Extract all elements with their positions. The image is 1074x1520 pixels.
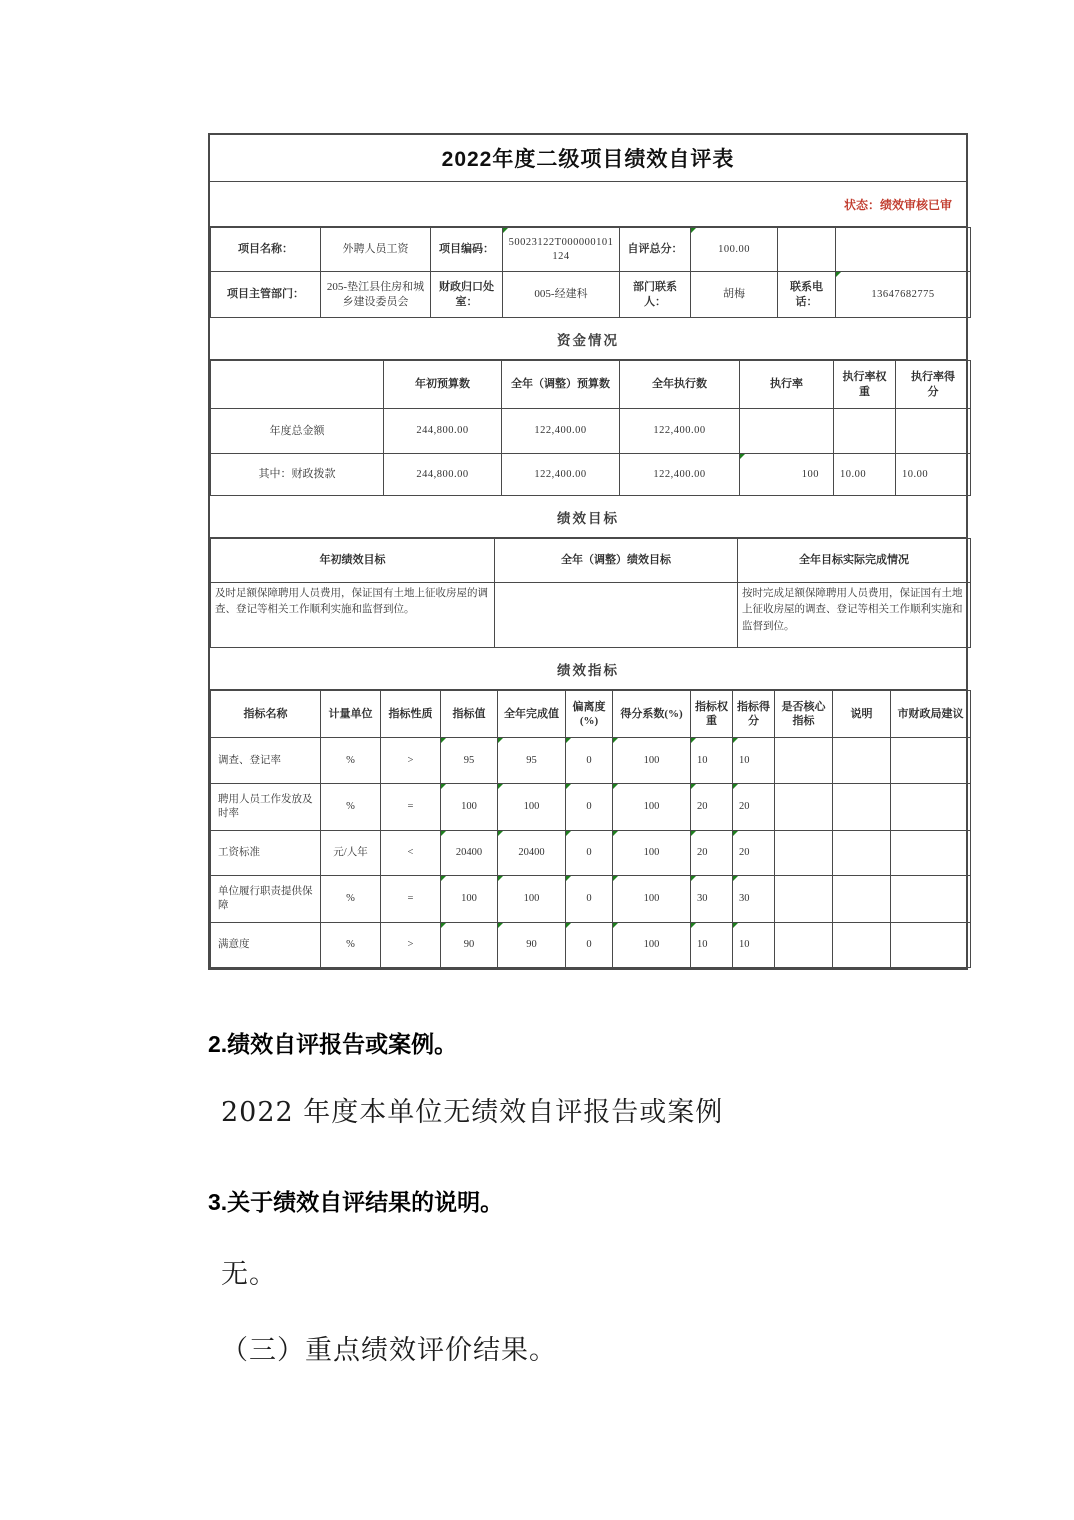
funding-row-fiscal [211,454,971,496]
indicator-name: 满意度 [211,923,321,968]
indicator-name: 聘用人员工作发放及时率 [211,784,321,831]
table-cell: > [381,923,441,968]
table-cell: 100 [613,784,691,831]
table-cell: 95 [498,738,566,784]
goals-header-initial: 年初绩效目标 [211,539,495,583]
project-name-label: 项目名称： [211,228,321,272]
funding-row-label: 其中：财政拨款 [211,454,384,496]
table-cell [740,409,834,454]
goal-actual-text: 按时完成足额保障聘用人员费用，保证国有土地上征收房屋的调查、登记等相关工作顺利实施和监督到位。 [738,583,971,648]
empty-cell [836,228,971,272]
table-cell: 20 [733,784,775,831]
table-cell: % [321,784,381,831]
goals-content-row [211,583,971,648]
table-cell [775,876,833,923]
project-code-value: 50023122T000000101124 [503,228,620,272]
table-cell: 20 [691,831,733,876]
ind-header-bureau-advice: 市财政局建议 [891,691,971,738]
indicator-row [211,923,971,968]
goal-initial-text: 及时足额保障聘用人员费用，保证国有土地上征收房屋的调查、登记等相关工作顺利实施和监督到位。 [211,583,495,648]
table-cell: 122,400.00 [620,409,740,454]
table-cell [833,876,891,923]
table-cell: 20 [691,784,733,831]
table-cell [775,831,833,876]
contact-label: 部门联系人： [620,272,691,318]
funding-table [210,360,971,496]
table-cell: 0 [566,831,613,876]
indicator-row [211,831,971,876]
table-cell: 122,400.00 [620,454,740,496]
dept-label: 项目主管部门： [211,272,321,318]
table-cell: 10.00 [834,454,896,496]
table-cell [775,923,833,968]
table-cell: < [381,831,441,876]
indicators-header-row [211,691,971,738]
table-cell [891,784,971,831]
goals-section-title: 绩效目标 [210,495,966,538]
table-cell: 100 [613,738,691,784]
status-text: 状态：绩效审核已审 [210,182,966,227]
paragraph-no-report: 2022 年度本单位无绩效自评报告或案例 [221,1097,724,1128]
table-cell [833,738,891,784]
table-cell: 244,800.00 [384,454,502,496]
table-cell [891,831,971,876]
funding-header-adjusted-budget: 全年（调整）预算数 [502,361,620,409]
info-row-1 [211,228,971,272]
table-cell: % [321,876,381,923]
self-score-value: 100.00 [691,228,778,272]
project-code-label: 项目编码： [431,228,503,272]
table-cell: 0 [566,784,613,831]
phone-label: 联系电话： [778,272,836,318]
ind-header-score-coef: 得分系数(%) [613,691,691,738]
indicator-name: 调查、登记率 [211,738,321,784]
funding-header-exec-rate-weight: 执行率权重 [834,361,896,409]
table-cell: 100 [498,784,566,831]
table-cell: % [321,738,381,784]
ind-header-target: 指标值 [441,691,498,738]
table-cell [891,738,971,784]
table-cell: 20400 [498,831,566,876]
table-cell: 元/人年 [321,831,381,876]
funding-header-exec-rate: 执行率 [740,361,834,409]
table-cell: 100 [441,784,498,831]
ind-header-note: 说明 [833,691,891,738]
project-name-value: 外聘人员工资 [321,228,431,272]
table-cell [833,784,891,831]
report-title: 2022年度二级项目绩效自评表 [210,135,966,182]
ind-header-deviation: 偏离度(%) [566,691,613,738]
table-cell: 244,800.00 [384,409,502,454]
indicator-name: 单位履行职责提供保障 [211,876,321,923]
goals-header-adjusted: 全年（调整）绩效目标 [495,539,738,583]
table-cell: 10 [733,738,775,784]
table-cell: 100 [740,454,834,496]
funding-header-executed: 全年执行数 [620,361,740,409]
ind-header-score: 指标得分 [733,691,775,738]
table-cell: 10 [691,923,733,968]
table-cell [833,923,891,968]
ind-header-name: 指标名称 [211,691,321,738]
table-cell: 0 [566,876,613,923]
self-evaluation-report-table [208,133,968,970]
goal-adjusted-text [495,583,738,648]
table-cell: 90 [498,923,566,968]
heading-self-eval-report: 2.绩效自评报告或案例。 [208,1031,458,1057]
dept-value: 205-垫江县住房和城乡建设委员会 [321,272,431,318]
paragraph-none: 无。 [221,1259,277,1290]
table-cell: 10 [691,738,733,784]
table-cell [891,876,971,923]
table-cell: 10 [733,923,775,968]
indicators-table [210,690,971,968]
table-cell: 100 [613,876,691,923]
table-cell: = [381,876,441,923]
table-cell: > [381,738,441,784]
indicator-row [211,876,971,923]
ind-header-unit: 计量单位 [321,691,381,738]
table-cell: 122,400.00 [502,409,620,454]
table-cell: 20400 [441,831,498,876]
table-cell [896,409,971,454]
table-cell: 100 [613,923,691,968]
contact-value: 胡梅 [691,272,778,318]
table-cell: 0 [566,923,613,968]
table-cell: = [381,784,441,831]
funding-section-title: 资金情况 [210,317,966,360]
funding-header-row [211,361,971,409]
goals-header-actual: 全年目标实际完成情况 [738,539,971,583]
table-cell: 100 [498,876,566,923]
funding-header-exec-rate-score: 执行率得分 [896,361,971,409]
ind-header-nature: 指标性质 [381,691,441,738]
info-row-2 [211,272,971,318]
table-cell: 95 [441,738,498,784]
indicator-row [211,738,971,784]
funding-header-blank [211,361,384,409]
table-cell [833,831,891,876]
funding-row-total [211,409,971,454]
table-cell: 122,400.00 [502,454,620,496]
goals-table [210,538,971,648]
table-cell: 0 [566,738,613,784]
table-cell: 100 [613,831,691,876]
phone-value: 13647682775 [836,272,971,318]
table-cell: 100 [441,876,498,923]
table-cell [775,784,833,831]
finance-office-label: 财政归口处室： [431,272,503,318]
ind-header-completed: 全年完成值 [498,691,566,738]
table-cell: 30 [733,876,775,923]
heading-result-explanation: 3.关于绩效自评结果的说明。 [208,1189,504,1215]
ind-header-core: 是否核心指标 [775,691,833,738]
funding-header-initial-budget: 年初预算数 [384,361,502,409]
funding-row-label: 年度总金额 [211,409,384,454]
self-score-label: 自评总分： [620,228,691,272]
finance-office-value: 005-经建科 [503,272,620,318]
table-cell [775,738,833,784]
indicator-name: 工资标准 [211,831,321,876]
empty-cell [778,228,836,272]
table-cell: 30 [691,876,733,923]
indicators-section-title: 绩效指标 [210,647,966,690]
heading-key-evaluation-result: （三）重点绩效评价结果。 [221,1335,557,1366]
table-cell: 20 [733,831,775,876]
table-cell: 10.00 [896,454,971,496]
indicator-row [211,784,971,831]
goals-header-row [211,539,971,583]
table-cell [834,409,896,454]
ind-header-weight: 指标权重 [691,691,733,738]
table-cell [891,923,971,968]
project-info-table [210,227,971,318]
table-cell: % [321,923,381,968]
table-cell: 90 [441,923,498,968]
